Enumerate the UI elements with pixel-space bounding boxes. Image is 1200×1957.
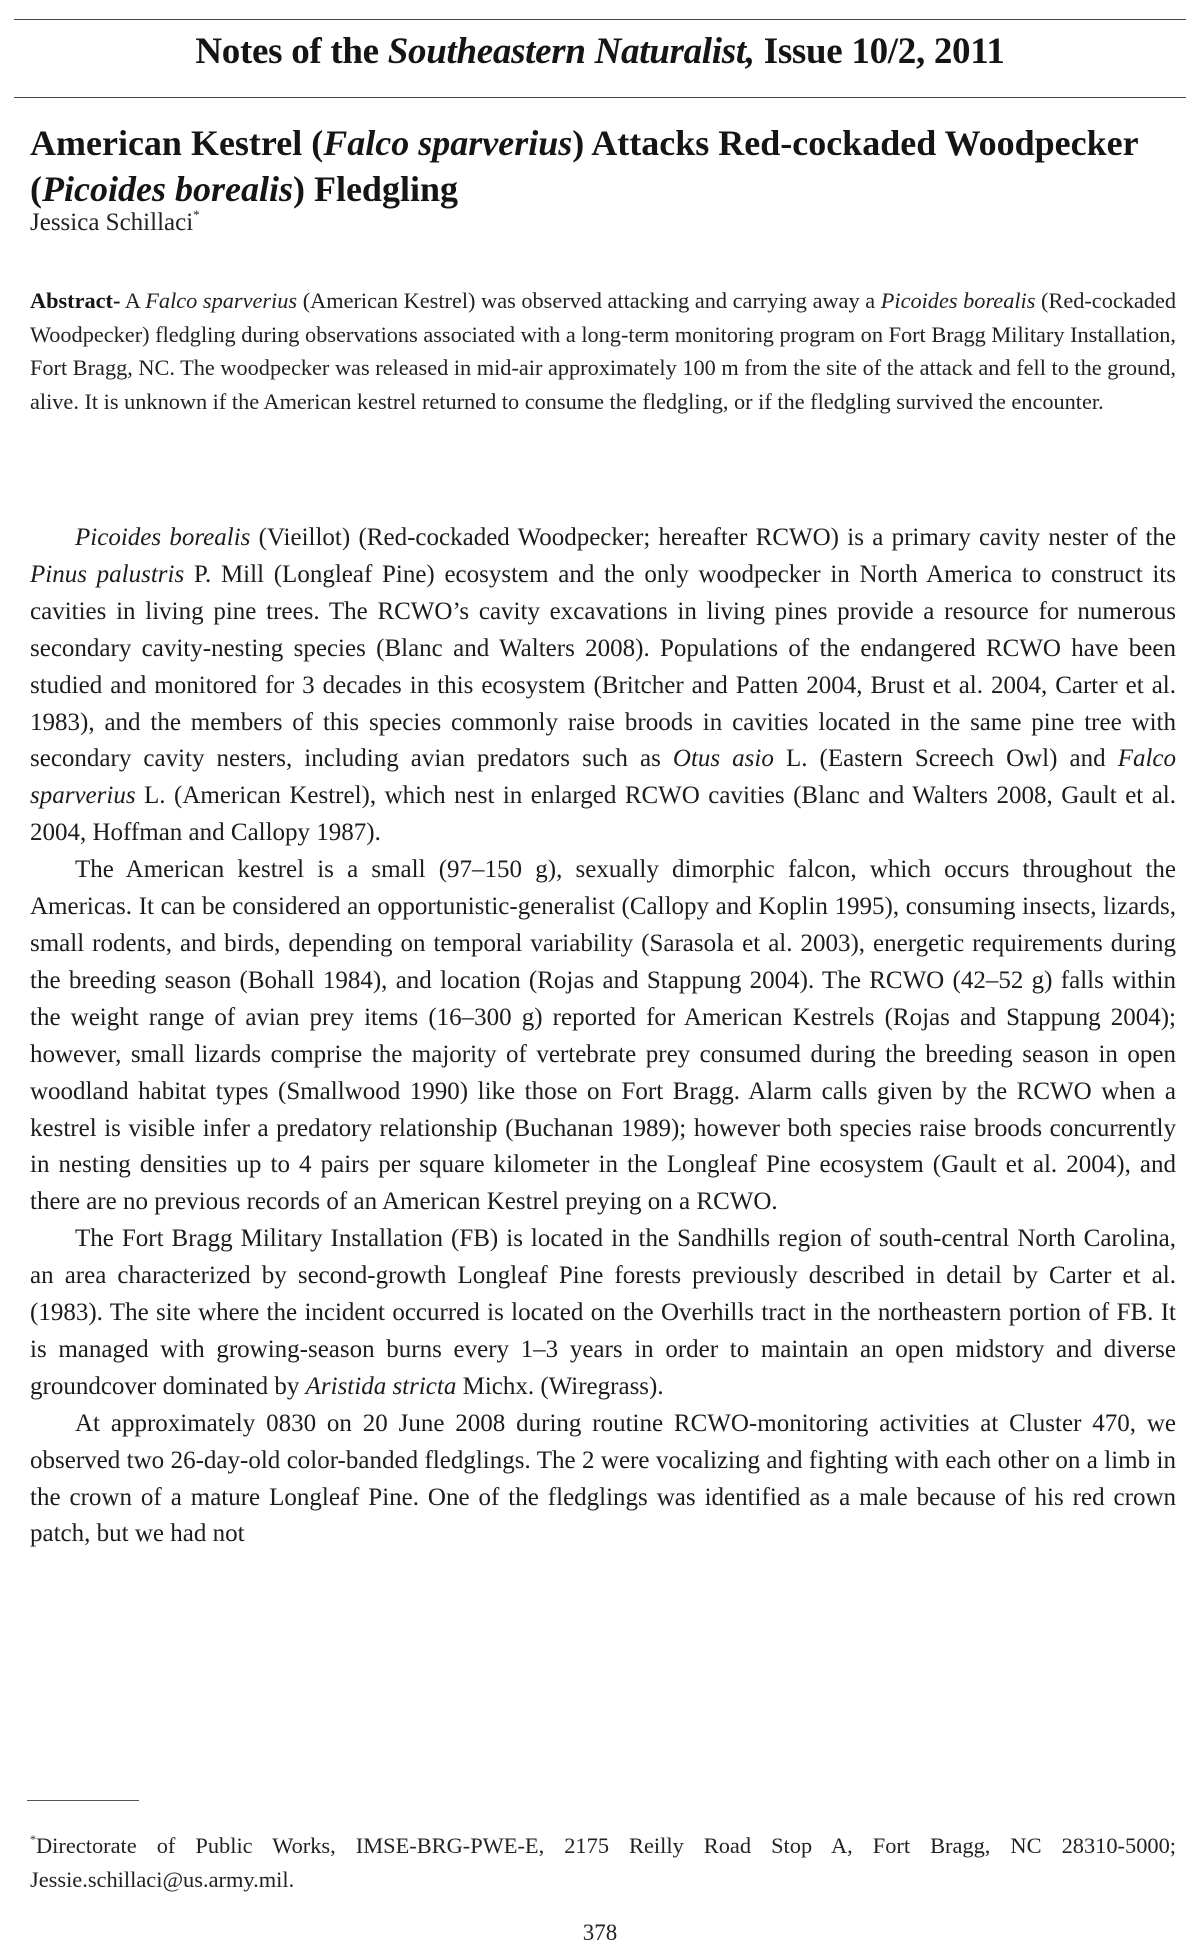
- footnote-rule: [27, 1800, 139, 1801]
- title-species: Falco sparverius: [323, 123, 573, 163]
- abstract-species: Falco sparverius: [145, 288, 298, 313]
- paragraph-text: Michx. (Wiregrass).: [456, 1372, 664, 1400]
- species-name: Picoides borealis: [75, 524, 251, 551]
- paragraph: At approximately 0830 on 20 June 2008 during routine RCWO-monitoring activities at Cluster 470, we observed two 26-day-old color-banded fledglings. The 2 were vocalizing and fighting with each other on a limb in the crown of a mature Longleaf Pine. One of the fledglings was identified as a male because of his red crown patch, but we had not: [30, 1409, 1176, 1548]
- paragraph: [30, 1221, 1176, 1406]
- paragraph-text: P. Mill (Longleaf Pine) ecosystem and the only woodpecker in North America to construct its cavities in living pine trees. The RCWO’s cavity excavations in living pines provide a resource for numerous secondary cavity-nesting species (Blanc and Walters 2008). Populations of the endangered RCWO have been studied and monitored for 3 decades in this ecosystem (Britcher and Patten 2004, Brust et al. 2004, Carter et al. 1983), and the members of this species commonly raise broods in cavities located in the same pine tree with secondary cavity nesters, including avian predators such as: [30, 560, 1176, 773]
- page-number: 378: [582, 1920, 618, 1945]
- species-name: Falco sparverius: [30, 745, 1177, 810]
- running-head: [0, 30, 1200, 73]
- paragraph-text: L. (American Kestrel), which nest in enlarged RCWO cavities (Blanc and Walters 2008, Gault et al. 2004, Hoffman and Callopy 1987).: [30, 782, 1176, 847]
- title-text: American Kestrel (: [30, 123, 324, 163]
- footnote-text: Directorate of Public Works, IMSE-BRG-PWE-E, 2175 Reilly Road Stop A, Fort Bragg, NC 28310-5000; Jessie.schillaci@us.army.mil.: [30, 1833, 1176, 1892]
- paragraph-text: The Fort Bragg Military Installation (FB) is located in the Sandhills region of south-central North Carolina, an area characterized by second-growth Longleaf Pine forests previously described in detail by Carter et al. (1983). The site where the incident occurred is located on the Overhills tract in the northeastern portion of FB. It is managed with growing-season burns every 1–3 years in order to maintain an open midstory and diverse groundcover dominated by: [30, 1225, 1176, 1400]
- paragraph: [30, 520, 1176, 852]
- species-name: Pinus palustris: [30, 560, 185, 588]
- abstract: [30, 284, 1176, 418]
- title-text: ) Fledgling: [292, 169, 458, 209]
- abstract-text: (Red-cockaded Woodpecker) fledgling during observations associated with a long-term monitoring program on Fort Bragg Military Installation, Fort Bragg, NC. The woodpecker was released in mid-air approximately 100 m from the site of the attack and fell to the ground, alive. It is unknown if the American kestrel returned to consume the fledgling, or if the fledgling survived the encounter.: [30, 288, 1176, 414]
- running-head-issue: Issue 10/2, 2011: [754, 31, 1005, 72]
- article-body: [30, 520, 1176, 1553]
- author-line: [30, 207, 200, 237]
- abstract-label: Abstract-: [30, 288, 121, 313]
- species-name: Otus asio: [672, 745, 774, 773]
- footnote: [30, 1822, 1176, 1897]
- paragraph: The American kestrel is a small (97–150 g), sexually dimorphic falcon, which occurs throughout the Americas. It can be considered an opportunistic-generalist (Callopy and Koplin 1995), consuming insects, lizards, small rodents, and birds, depending on temporal variability (Sarasola et al. 2003), energetic requirements during the breeding season (Bohall 1984), and location (Rojas and Stappung 2004). The RCWO (42–52 g) falls within the weight range of avian prey items (16–300 g) reported for American Kestrels (Rojas and Stappung 2004); however, small lizards comprise the majority of vertebrate prey consumed during the breeding season in open woodland habitat types (Smallwood 1990) like those on Fort Bragg. Alarm calls given by the RCWO when a kestrel is visible infer a predatory relationship (Buchanan 1989); however both species raise broods concurrently in nesting densities up to 4 pairs per square kilometer in the Longleaf Pine ecosystem (Gault et al. 2004), and there are no previous records of an American Kestrel preying on a RCWO.: [30, 856, 1176, 1216]
- article-title: [30, 120, 1160, 212]
- title-text: ) Attacks Red-cockaded Woodpecker (: [30, 123, 1138, 209]
- header-rule-top: [14, 19, 1186, 20]
- species-name: Aristida stricta: [305, 1372, 457, 1400]
- abstract-text: (American Kestrel) was observed attacking and carrying away a: [297, 288, 881, 313]
- header-rule-bottom: [14, 97, 1186, 98]
- title-species: Picoides borealis: [42, 169, 293, 209]
- author-footnote-marker: *: [193, 207, 200, 222]
- abstract-species: Picoides borealis: [880, 288, 1036, 313]
- author-name: Jessica Schillaci: [30, 209, 194, 236]
- paragraph-text: (Vieillot) (Red-cockaded Woodpecker; hereafter RCWO) is a primary cavity nester of the: [250, 524, 1176, 551]
- abstract-text: A: [120, 288, 146, 313]
- running-head-prefix: Notes of the: [195, 31, 388, 72]
- paragraph-text: L. (Eastern Screech Owl) and: [773, 745, 1118, 773]
- journal-name: Southeastern Naturalist,: [387, 31, 755, 72]
- footnote-marker: *: [30, 1832, 36, 1846]
